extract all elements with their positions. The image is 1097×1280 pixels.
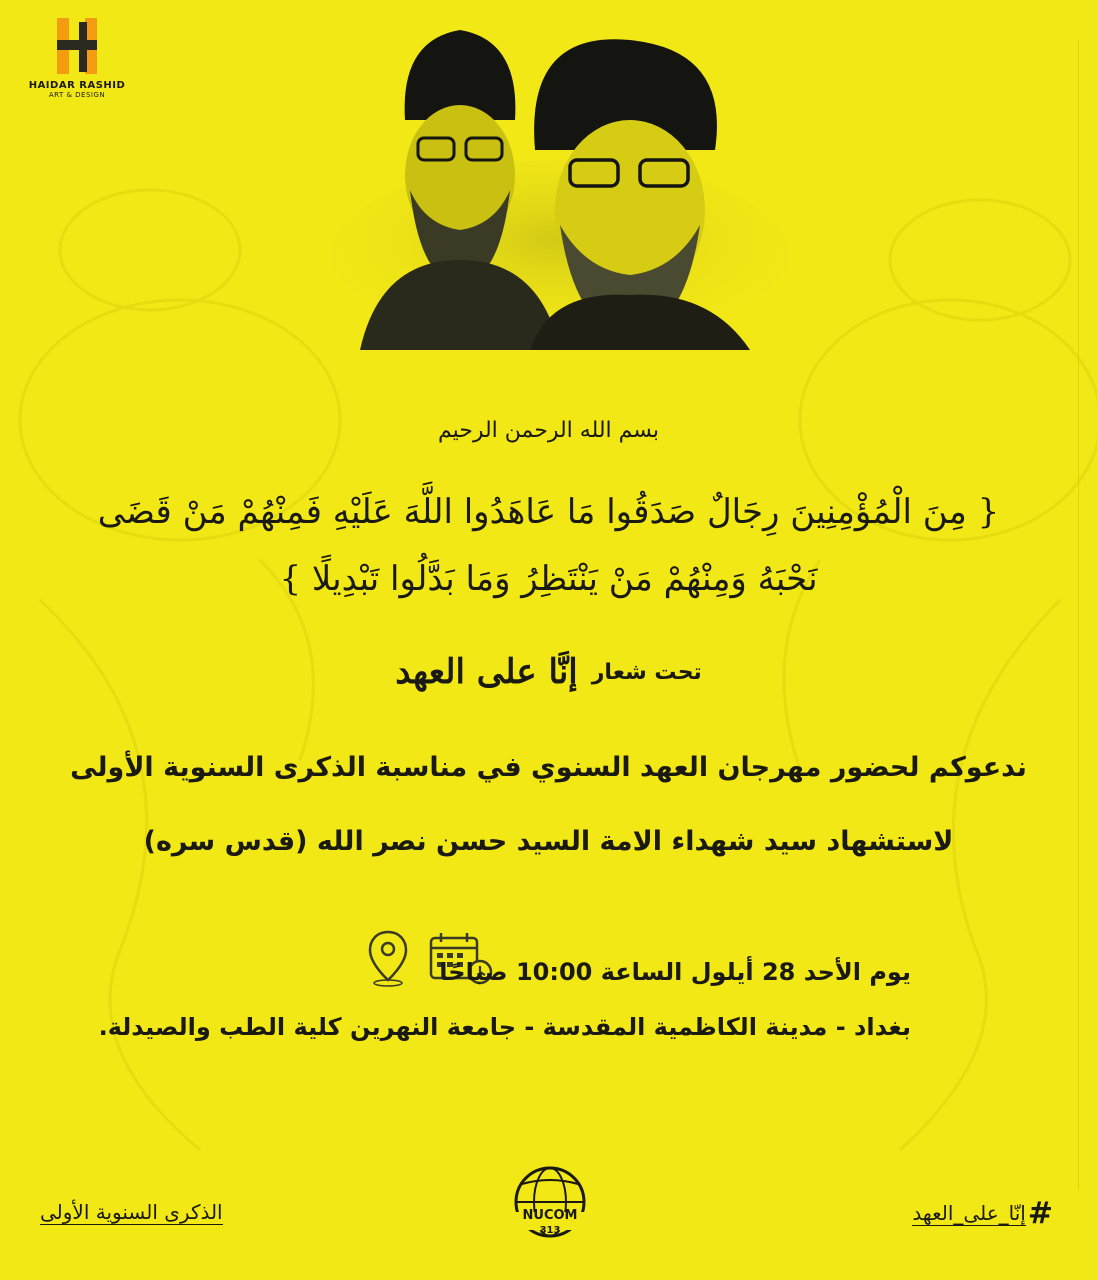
basmala: بسم الله الرحمن الرحيم: [437, 418, 660, 443]
brand-subtitle: ART & DESIGN: [48, 91, 106, 99]
right-edge-line: [1078, 40, 1079, 1190]
verse-line-2: نَحْبَهُ وَمِنْهُمْ مَنْ يَنْتَظِرُ وَمَا بَدَّلُوا تَبْدِيلًا }: [279, 559, 818, 599]
brand-logo: [22, 16, 132, 99]
footer-anniversary-text: [40, 1200, 223, 1224]
verse-line-1: { مِنَ الْمُؤْمِنِينَ رِجَالٌ صَدَقُوا مَا عَاهَدُوا اللَّهَ عَلَيْهِ فَمِنْهُمْ مَنْ قَضَى: [97, 492, 1000, 532]
footer-left-label: الذكرى السنوية الأولى: [40, 1200, 223, 1224]
hash-symbol: #: [1027, 1196, 1053, 1231]
nucom-logo: [500, 1158, 600, 1236]
event-location: بغداد - مدينة الكاظمية المقدسة - جامعة النهرين كلية الطب والصيدلة.: [98, 1013, 911, 1041]
nucom-number: 313: [539, 1225, 561, 1236]
hashtag-text: إنّا_على_العهد: [912, 1201, 1026, 1225]
nucom-label: NUCOM: [522, 1208, 578, 1223]
brand-name: HAIDAR RASHID: [28, 80, 126, 91]
invitation-line-1: ندعوكم لحضور مهرجان العهد السنوي في مناسبة الذكرى السنوية الأولى: [70, 752, 1027, 783]
footer-hashtag: [912, 1196, 1053, 1231]
invitation-line-2: لاستشهاد سيد شهداء الامة السيد حسن نصر الله (قدس سره): [143, 826, 954, 857]
map-pin-icon: [366, 928, 410, 988]
slogan-calligraphy: إنَّا على العهد: [395, 652, 578, 692]
slogan: [0, 652, 1097, 692]
slogan-intro: تحت شعار: [591, 659, 702, 685]
brand-h-icon: [51, 16, 103, 78]
portraits-illustration: [330, 10, 790, 350]
event-datetime: يوم الأحد 28 أيلول الساعة 10:00 صباحًا: [439, 958, 911, 986]
